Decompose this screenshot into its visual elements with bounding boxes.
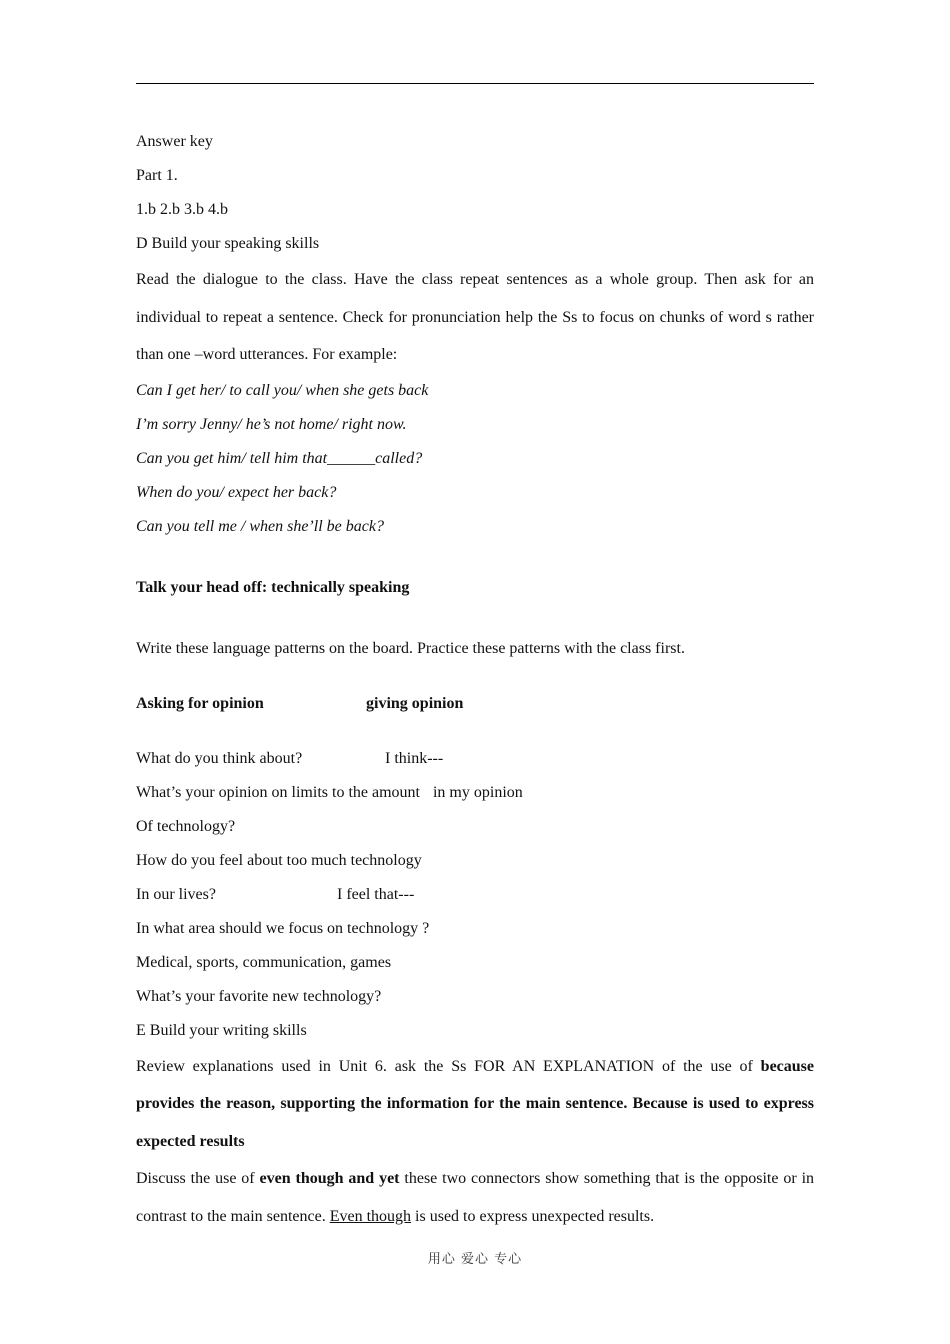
example-line: Can you tell me / when she’ll be back? [136,517,384,535]
giving-opinion-header: giving opinion [366,694,464,712]
example-line: Can I get her/ to call you/ when she gets back [136,381,429,399]
pattern-row [136,878,814,912]
pattern-row: Medical, sports, communication, games [136,953,392,971]
opinion-columns-header [136,687,814,721]
asking-opinion-header: Asking for opinion [136,694,264,712]
review-text: Review explanations used in Unit 6. ask the Ss FOR AN EXPLANATION of the use of [136,1057,761,1075]
pattern-give: I feel that--- [337,885,415,903]
pattern-give: in my opinion [432,783,523,801]
answer-key-title: Answer key [136,133,213,150]
pattern-row: In what area should we focus on technology ? [136,919,430,937]
section-e-discuss [136,1160,814,1235]
discuss-text: Discuss the use of [136,1170,260,1187]
example-line: When do you/ expect her back? [136,483,337,501]
document-body [136,125,814,1235]
section-e-heading: E Build your writing skills [136,1021,307,1039]
pattern-give: I think--- [385,749,444,767]
section-d-instructions: Read the dialogue to the class. Have the class repeat sentences as a whole group. Then ask for an individual to repeat a sentence. Check for pronunciation help the Ss to focus on chunks of word s rather than one –word utterances. For example: [136,271,814,363]
pattern-ask: What’s your opinion on limits to the amount [136,783,420,801]
talk-heading: Talk your head off: technically speaking [136,578,410,596]
pattern-row: Of technology? [136,817,236,835]
discuss-text: is used to express unexpected results. [411,1207,655,1225]
example-line: Can you get him/ tell him that______called? [136,449,423,467]
pattern-row: How do you feel about too much technology [136,851,422,869]
talk-instruction: Write these language patterns on the board. Practice these patterns with the class first. [136,639,685,657]
pattern-ask: What do you think about? [136,749,303,767]
pattern-row [136,776,814,810]
discuss-bold-text: even though and yet [259,1170,400,1187]
section-e-review [136,1048,814,1161]
example-line: I’m sorry Jenny/ he’s not home/ right now. [136,415,407,433]
page-footer: 用心 爱心 专心 [427,1252,523,1267]
pattern-row: What’s your favorite new technology? [136,987,382,1005]
pattern-ask: In our lives? [136,885,216,903]
review-bold-text: because provides the reason, supporting the information for the main sentence. Because is used to express expected results [136,1057,814,1150]
discuss-underline-text: Even though [329,1207,412,1225]
header-rule [136,83,814,84]
part-label: Part 1. [136,167,178,184]
answers: 1.b 2.b 3.b 4.b [136,201,228,218]
discuss-text: these two connectors show something that is the opposite or in contrast to the main sentence. [136,1170,815,1225]
section-d-heading: D Build your speaking skills [136,235,320,252]
pattern-row [136,742,814,776]
